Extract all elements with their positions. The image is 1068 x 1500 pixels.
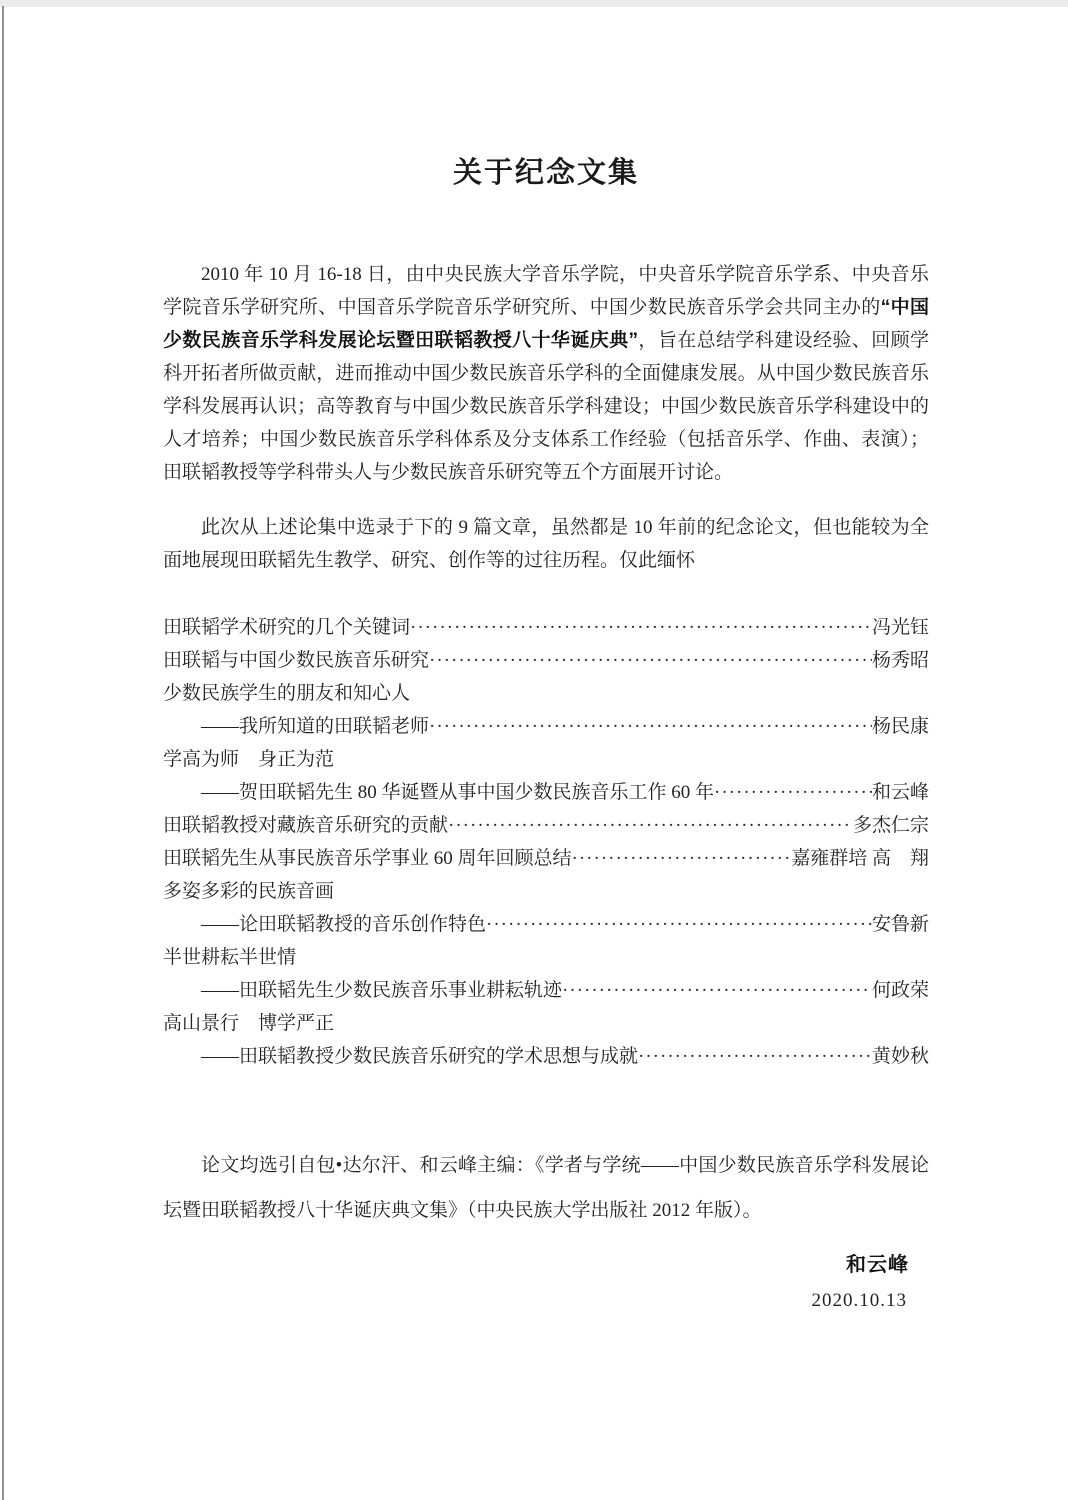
signature-block [163, 1247, 929, 1319]
toc-entry-title: 田联韬先生从事民族音乐学事业 60 周年回顾总结 [163, 848, 572, 869]
toc-entry-author: 杨民康 [871, 716, 929, 737]
toc-entry-title: ——田联韬先生少数民族音乐事业耕耘轨迹 [201, 980, 563, 1001]
toc-leader-dots [429, 710, 872, 743]
toc-leader-dots [486, 908, 872, 941]
toc-entry-author: 安鲁新 [871, 914, 929, 935]
toc-entry-7-pretitle: 多姿多彩的民族音画 [163, 881, 335, 902]
selection-paragraph: 此次从上述论集中选录于下的 9 篇文章，虽然都是 10 年前的纪念论文，但也能较为全面地展现田联韬先生教学、研究、创作等的过往历程。仅此缅怀 [163, 517, 929, 571]
toc-leader-dots [429, 644, 872, 677]
toc-entry-title: ——田联韬教授少数民族音乐研究的学术思想与成就 [201, 1046, 639, 1067]
toc-entry-4 [163, 776, 929, 809]
scan-left-edge-line [2, 6, 4, 1500]
page-title: 关于纪念文集 [452, 157, 639, 189]
toc-entry-5 [163, 809, 929, 842]
toc-leader-dots [638, 1040, 872, 1073]
intro-text-bold: “中国少数民族音乐学科发展论坛暨田联韬教授八十华诞庆典” [163, 297, 929, 351]
toc-leader-dots [410, 611, 872, 644]
toc-entry-title: ——我所知道的田联韬老师 [201, 716, 430, 737]
toc-entry-3-pretitle: 少数民族学生的朋友和知心人 [163, 683, 411, 704]
toc-entry-author: 黄妙秋 [871, 1046, 929, 1067]
source-note: 论文均选引自包•达尔汗、和云峰主编：《学者与学统——中国少数民族音乐学科发展论坛暨田联韬教授八十华诞庆典文集》（中央民族大学出版社 2012 年版）。 [163, 1155, 929, 1221]
toc-entry-title: 田联韬与中国少数民族音乐研究 [163, 650, 430, 671]
toc-entry-author: 冯光钰 [871, 617, 929, 638]
article-list [163, 611, 929, 1073]
toc-entry-4-pretitle: 学高为师 身正为范 [163, 749, 335, 770]
toc-entry-9 [163, 1040, 929, 1073]
toc-entry-author: 多杰仁宗 [852, 815, 929, 836]
intro-text-lead: 2010 年 10 月 16-18 日，由中央民族大学音乐学院，中央音乐学院音乐学系、中央音乐学院音乐学研究所、中国音乐学院音乐学研究所、中国少数民族音乐学会共同主办的 [163, 264, 929, 318]
toc-entry-6 [163, 842, 929, 875]
toc-entry-author: 和云峰 [871, 782, 929, 803]
toc-entry-title: 田联韬学术研究的几个关键词 [163, 617, 411, 638]
signature-date: 2020.10.13 [811, 1290, 907, 1311]
intro-text-tail: ，旨在总结学科建设经验、回顾学科开拓者所做贡献，进而推动中国少数民族音乐学科的全面健康发展。从中国少数民族音乐学科发展再认识；高等教育与中国少数民族音乐学科建设；中国少数民族音乐学科建设中的人才培养；中国少数民族音乐学科体系及分支体系工作经验（包括音乐学、作曲、表演）；田联韬教授等学科带头人与少数民族音乐研究等五个方面展开讨论。 [163, 330, 929, 483]
toc-entry-title: 田联韬教授对藏族音乐研究的贡献 [163, 815, 449, 836]
toc-entry-author: 杨秀昭 [871, 650, 929, 671]
toc-entry-author: 嘉雍群培 高 翔 [791, 848, 929, 869]
toc-entry-3 [163, 710, 929, 743]
toc-entry-9-pretitle: 高山景行 博学严正 [163, 1013, 335, 1034]
signature-name: 和云峰 [846, 1254, 909, 1276]
intro-paragraph [163, 258, 929, 489]
toc-entry-8-pretitle: 半世耕耘半世情 [163, 947, 297, 968]
toc-entry-1 [163, 611, 929, 644]
toc-leader-dots [714, 776, 872, 809]
toc-entry-7 [163, 908, 929, 941]
toc-entry-title: ——贺田联韬先生 80 华诞暨从事中国少数民族音乐工作 60 年 [201, 782, 715, 803]
toc-leader-dots [562, 974, 872, 1007]
document-page [163, 0, 929, 1319]
toc-entry-author: 何政荣 [871, 980, 929, 1001]
toc-leader-dots [448, 809, 853, 842]
toc-entry-2 [163, 644, 929, 677]
toc-entry-title: ——论田联韬教授的音乐创作特色 [201, 914, 487, 935]
toc-entry-8 [163, 974, 929, 1007]
toc-leader-dots [572, 842, 792, 875]
